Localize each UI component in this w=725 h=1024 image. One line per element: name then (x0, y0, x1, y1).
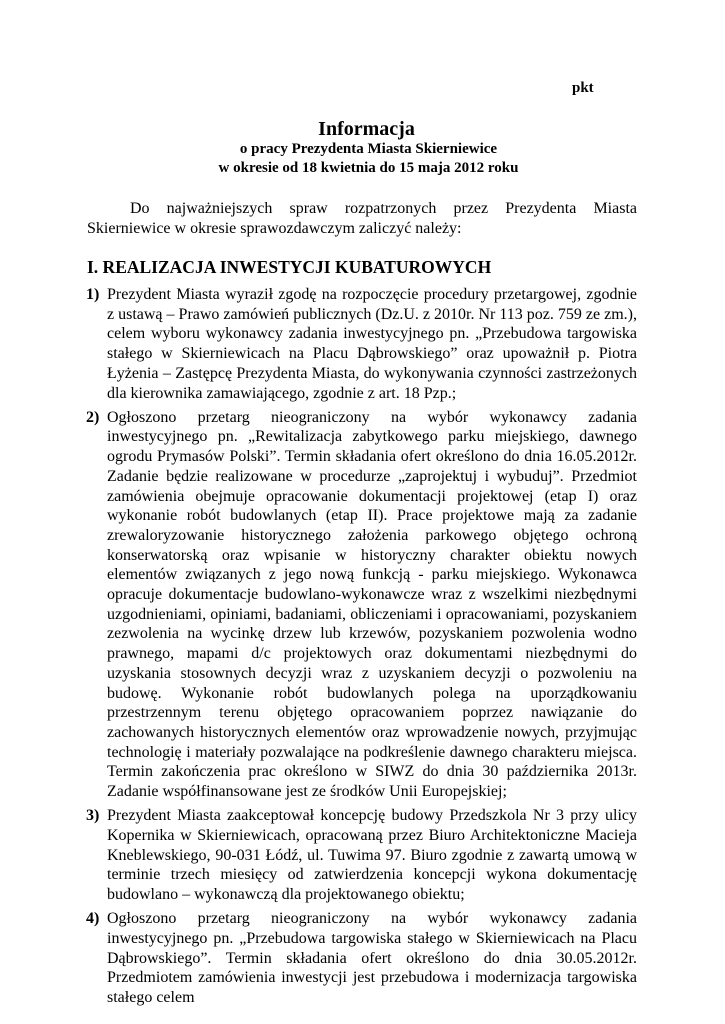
intro-paragraph: Do najważniejszych spraw rozpatrzonych przez Prezydenta Miasta Skierniewice w okresie sprawozdawczym zaliczyć należy: (87, 200, 637, 237)
item-text: Prezydent Miasta zaakceptował koncepcję budowy Przedszkola Nr 3 przy ulicy Kopernika w Skierniewicach, opracowaną przez Biuro Architektoniczne Macieja Kneblewskiego, 90-031 Łódź, ul. Tuwima 97. Biuro zgodnie z zawartą umową w terminie trzech miesięcy od zatwierdzenia koncepcji wykona dokumentację budowlano – wykonawczą dla projektowanego obiektu; (107, 807, 637, 904)
list-item (86, 285, 637, 403)
item-list (86, 285, 637, 1012)
item-text: Prezydent Miasta wyraził zgodę na rozpoczęcie procedury przetargowej, zgodnie z ustawą – Prawo zamówień publicznych (Dz.U. z 2010r. Nr 113 poz. 759 ze zm.), celem wyboru wykonawcy zadania inwestycyjnego pn. „Przebudowa targowiska stałego w Skierniewicach na Placu Dąbrowskiego” oraz upoważnił p. Piotra Łyżenia – Zastępcę Prezydenta Miasta, do wykonywania czynności zastrzeżonych dla kierownika zamawiającego, zgodnie z art. 18 Pzp.; (107, 286, 637, 402)
item-number: 1) (86, 286, 100, 303)
document-header (0, 118, 725, 178)
item-text: Ogłoszono przetarg nieograniczony na wybór wykonawcy zadania inwestycyjnego pn. „Przebudowa targowiska stałego w Skierniewicach na Placu Dąbrowskiego”. Termin składania ofert określono do dnia 30.05.2012r. Przedmiotem zamówienia inwestycji jest przebudowa i modernizacja targowiska stałego celem (107, 910, 637, 1007)
pkt-label: pkt (572, 80, 594, 96)
document-subtitle-line-2: w okresie od 18 kwietnia do 15 maja 2012 roku (218, 160, 519, 176)
document-title: Informacja (318, 118, 415, 140)
list-item (86, 806, 637, 905)
item-number: 3) (86, 807, 100, 825)
list-item (86, 909, 637, 1008)
document-subtitle-line-1: o pracy Prezydenta Miasta Skierniewice (239, 141, 498, 157)
section-heading: I. REALIZACJA INWESTYCJI KUBATUROWYCH (87, 257, 492, 277)
item-text: Ogłoszono przetarg nieograniczony na wybór wykonawcy zadania inwestycyjnego pn. „Rewitalizacja zabytkowego parku miejskiego, dawnego ogrodu Prymasów Polski”. Termin składania ofert określono do dnia 16.05.2012r. Zadanie będzie realizowane w procedurze „zaprojektuj i wybuduj”. Przedmiot zamówienia obejmuje opracowanie dokumentacji projektowej (etap I) oraz wykonanie robót budowlanych (etap II). Prace projektowe mają za zadanie zrewaloryzowanie historycznego założenia parkowego objętego ochroną konserwatorską oraz wpisanie w historyczny charakter obiektu nowych elementów związanych z jego nową funkcją - parku miejskiego. Wykonawca opracuje dokumentacje budowlano-wykonawcze wraz z wszelkimi niezbędnymi uzgodnieniami, opiniami, badaniami, obliczeniami i opracowaniami, pozyskaniem zezwolenia na wycinkę drzew lub krzewów, pozyskaniem pozwolenia wodno prawnego, mapami d/c projektowych oraz dokumentami niezbędnymi do uzyskania stosownych decyzji wraz z uzyskaniem decyzji o pozwoleniu na budowę. Wykonanie robót budowlanych polega na uporządkowaniu przestrzennym terenu objętego opracowaniem poprzez nawiązanie do zachowanych historycznych elementów oraz wprowadzenie nowych, przyjmując technologię i materiały pozwalające na podkreślenie dawnego charakteru miejsca. Termin zakończenia prac określono w SIWZ do dnia 30 października 2013r. Zadanie współfinansowane jest ze środków Unii Europejskiej; (107, 408, 637, 801)
item-number: 4) (86, 910, 100, 928)
list-item (86, 408, 637, 802)
item-number: 2) (86, 408, 100, 426)
